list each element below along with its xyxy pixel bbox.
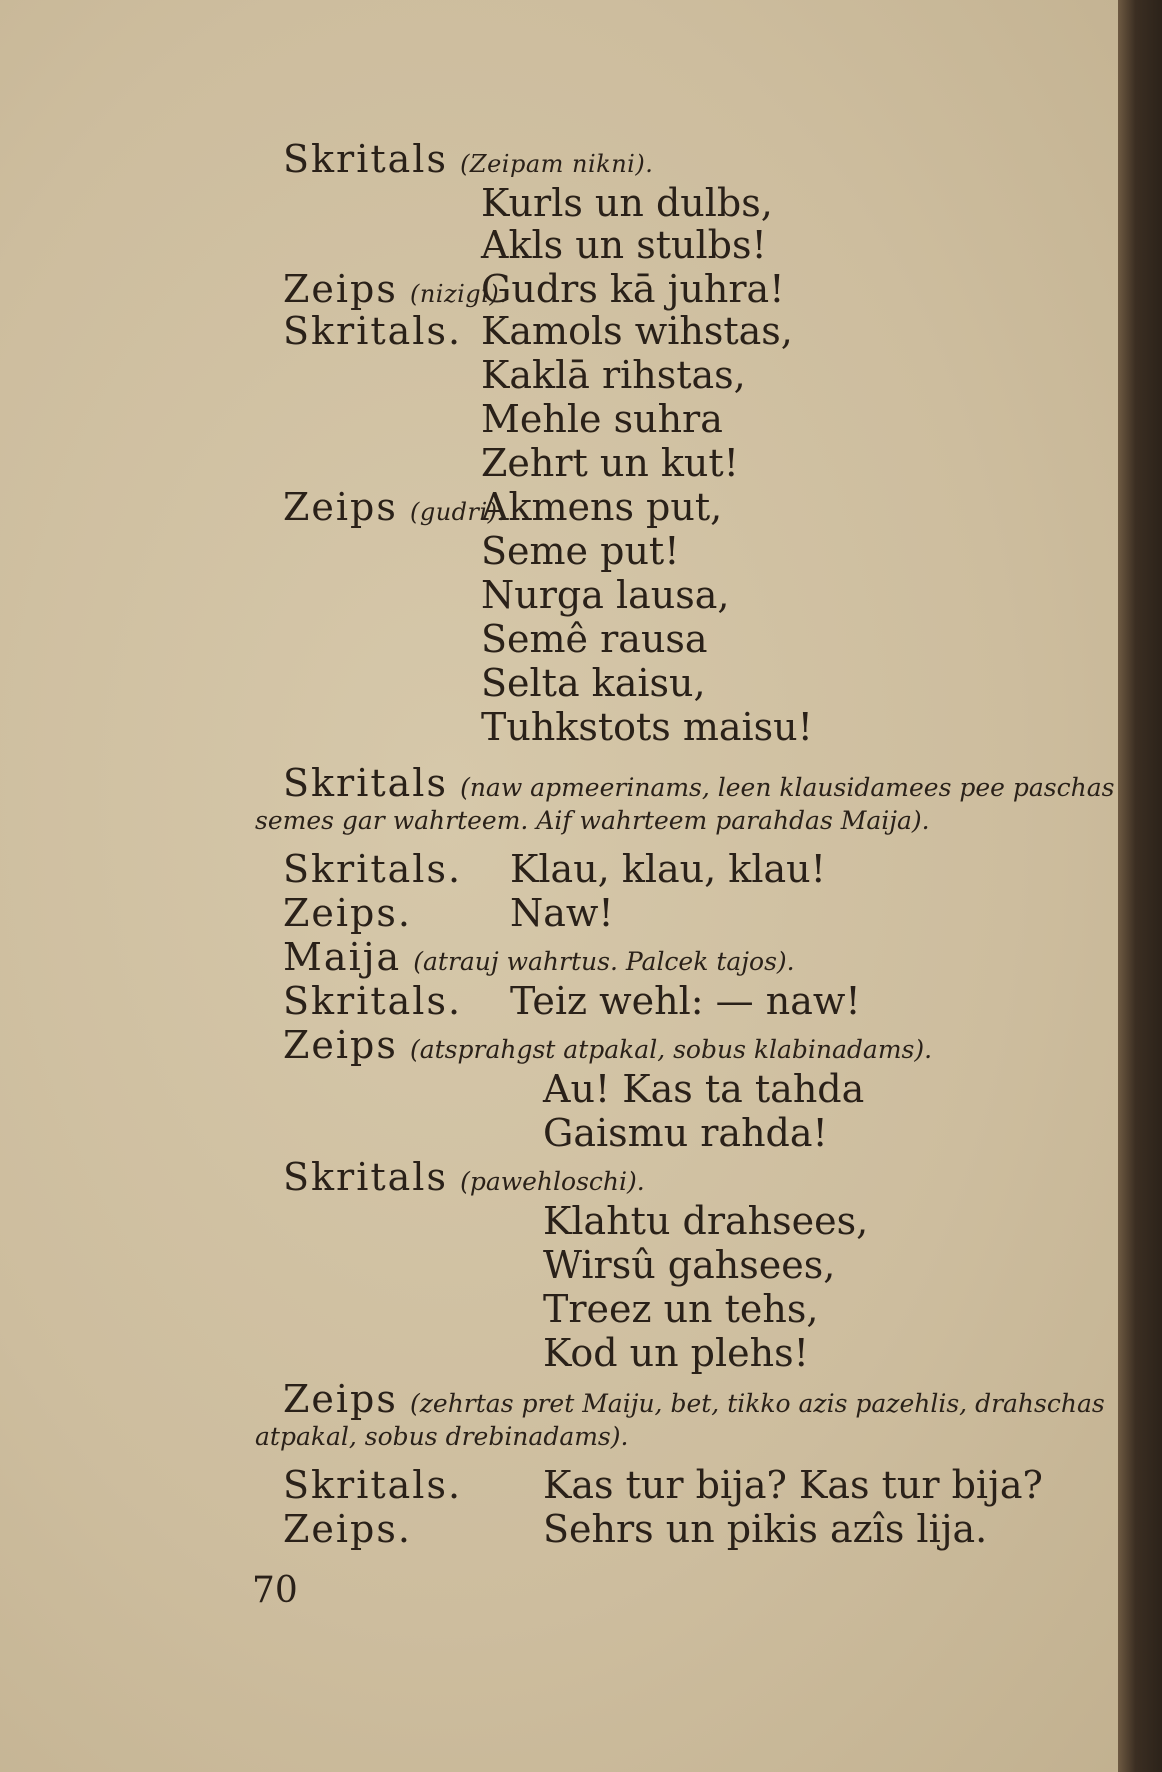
stage-line: [283, 935, 795, 979]
speaker-label: Skritals: [283, 761, 448, 805]
speaker-label: Zeips: [283, 267, 398, 311]
verse-line: Klahtu drahsees,: [543, 1199, 869, 1243]
speaker-label: Zeips: [283, 1023, 398, 1067]
stage-direction: (pawehloschi).: [460, 1167, 645, 1196]
stage-direction: atpakal, sobus drebinadams).: [255, 1422, 629, 1451]
verse-line: Naw!: [510, 891, 614, 935]
speaker-name: Skritals.: [283, 1463, 463, 1507]
speaker-name: Zeips.: [283, 1507, 412, 1551]
speaker-label: Skritals: [283, 1155, 448, 1199]
verse-line: Zehrt un kut!: [481, 441, 739, 485]
verse-line: Teiz wehl: — naw!: [510, 979, 861, 1023]
speaker-label: Zeips: [283, 485, 398, 529]
stage-direction: (Zeipam nikni).: [460, 150, 654, 178]
verse-line: Tuhkstots maisu!: [481, 705, 813, 749]
stage-direction: semes gar wahrteem. Aif wahrteem parahdas Maija).: [255, 806, 930, 835]
stage-direction: (gudri).: [409, 498, 506, 526]
verse-line: Akmens put,: [481, 485, 723, 529]
stage-direction: (atrauj wahrtus. Palcek tajos).: [413, 947, 795, 976]
verse-line: Mehle suhra: [481, 397, 723, 441]
verse-line: Selta kaisu,: [481, 661, 706, 705]
verse-line: Kas tur bija? Kas tur bija?: [543, 1463, 1043, 1507]
verse-line: Akls un stulbs!: [481, 223, 767, 267]
verse-line: Kaklā rihstas,: [481, 353, 746, 397]
stage-direction: (zehrtas pret Maiju, bet, tikko azis pazehlis, drahschas: [409, 1389, 1105, 1418]
stage-line: [283, 1155, 645, 1199]
stage-direction: (naw apmeerinams, leen klausidamees pee paschas: [460, 773, 1115, 802]
speaker-label: Zeips: [283, 1377, 398, 1421]
verse-line: Kamols wihstas,: [481, 309, 793, 353]
verse-line: Treez un tehs,: [543, 1287, 819, 1331]
stage-line: [283, 1377, 1105, 1421]
stage-direction: (atsprahgst atpakal, sobus klabinadams).: [409, 1035, 933, 1064]
stage-direction: (nizigi).: [409, 280, 508, 308]
verse-line: Semê rausa: [481, 617, 708, 661]
stage-line: [283, 761, 1115, 805]
speaker-name: [283, 267, 508, 311]
verse-line: Kurls un dulbs,: [481, 181, 773, 225]
verse-line: Gudrs kā juhra!: [481, 267, 785, 311]
speaker-name: Skritals: [283, 137, 448, 181]
page-number: 70: [252, 1570, 298, 1611]
speaker-name: [283, 485, 506, 529]
speaker-label: Maija: [283, 935, 402, 979]
stage-line: [283, 137, 654, 181]
speaker-name: Zeips.: [283, 891, 412, 935]
verse-line: Au! Kas ta tahda: [543, 1067, 865, 1111]
verse-line: Sehrs un pikis azîs lija.: [543, 1507, 988, 1551]
verse-line: Seme put!: [481, 529, 680, 573]
verse-line: Kod un plehs!: [543, 1331, 809, 1375]
stage-line: [283, 1023, 933, 1067]
speaker-name: Skritals.: [283, 847, 463, 891]
verse-line: Gaismu rahda!: [543, 1111, 828, 1155]
verse-line: Nurga lausa,: [481, 573, 730, 617]
speaker-name: Skritals.: [283, 979, 463, 1023]
book-spine-edge: [1118, 0, 1162, 1772]
verse-line: Wirsû gahsees,: [543, 1243, 836, 1287]
speaker-name: Skritals.: [283, 309, 463, 353]
verse-line: Klau, klau, klau!: [510, 847, 826, 891]
